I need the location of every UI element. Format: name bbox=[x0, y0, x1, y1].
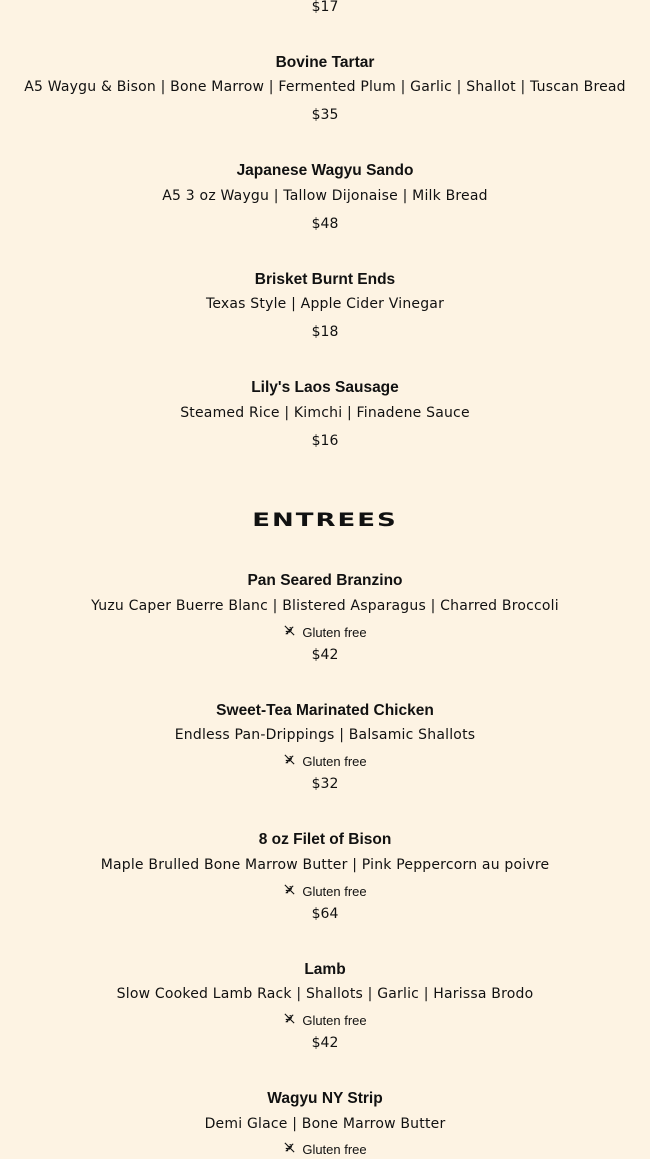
menu-item-description: A5 Waygu & Bison | Bone Marrow | Fermented Plum | Garlic | Shallot | Tuscan Bread bbox=[24, 79, 626, 95]
gluten-free-tag bbox=[0, 624, 650, 642]
gluten-free-label: Gluten free bbox=[302, 884, 367, 899]
menu-item-name: Lamb bbox=[304, 961, 346, 978]
menu-item-price: $42 bbox=[311, 647, 339, 663]
menu-item-name: Sweet-Tea Marinated Chicken bbox=[216, 702, 434, 719]
gluten-free-label: Gluten free bbox=[302, 1013, 367, 1028]
menu-item-price: $35 bbox=[311, 107, 339, 123]
no-wheat-icon bbox=[283, 1012, 296, 1030]
menu-item-name: Japanese Wagyu Sando bbox=[236, 162, 414, 179]
menu-item-name: Bovine Tartar bbox=[275, 54, 375, 71]
gluten-free-label: Gluten free bbox=[302, 1142, 367, 1157]
gluten-free-tag bbox=[0, 753, 650, 771]
no-wheat-icon bbox=[283, 1141, 296, 1159]
menu-item-name: Brisket Burnt Ends bbox=[254, 271, 396, 288]
no-wheat-icon bbox=[283, 883, 296, 901]
no-wheat-icon bbox=[283, 753, 296, 771]
gluten-free-tag bbox=[0, 1141, 650, 1159]
menu-item-description: Texas Style | Apple Cider Vinegar bbox=[205, 296, 445, 312]
gluten-free-label: Gluten free bbox=[302, 625, 367, 640]
section-title-entrees: ENTREES bbox=[252, 509, 398, 531]
menu-item-price: $64 bbox=[311, 906, 339, 922]
gluten-free-tag bbox=[0, 1012, 650, 1030]
menu-item-price: $42 bbox=[311, 1035, 339, 1051]
menu-item-price: $17 bbox=[311, 0, 339, 15]
menu-item-description: A5 3 oz Waygu | Tallow Dijonaise | Milk Bread bbox=[162, 188, 488, 204]
menu-item-description: Steamed Rice | Kimchi | Finadene Sauce bbox=[180, 405, 470, 421]
menu-item-price: $48 bbox=[311, 216, 339, 232]
menu-item-name: Wagyu NY Strip bbox=[267, 1090, 383, 1107]
menu-item-name: Lily's Laos Sausage bbox=[251, 379, 399, 396]
menu-item-description: Slow Cooked Lamb Rack | Shallots | Garlic | Harissa Brodo bbox=[116, 986, 534, 1002]
menu-item-price: $16 bbox=[311, 433, 339, 449]
gluten-free-tag bbox=[0, 883, 650, 901]
no-wheat-icon bbox=[283, 624, 296, 642]
menu-item-name: Pan Seared Branzino bbox=[247, 572, 403, 589]
menu-item-price: $32 bbox=[311, 776, 339, 792]
menu-item-description: Maple Brulled Bone Marrow Butter | Pink Peppercorn au poivre bbox=[100, 857, 550, 873]
menu-item-name: 8 oz Filet of Bison bbox=[258, 831, 392, 848]
menu-item-description: Endless Pan-Drippings | Balsamic Shallots bbox=[174, 727, 476, 743]
menu-item-description: Yuzu Caper Buerre Blanc | Blistered Asparagus | Charred Broccoli bbox=[91, 598, 559, 614]
menu-item-description: Demi Glace | Bone Marrow Butter bbox=[204, 1116, 446, 1132]
gluten-free-label: Gluten free bbox=[302, 754, 367, 769]
menu-item-price: $18 bbox=[311, 324, 339, 340]
